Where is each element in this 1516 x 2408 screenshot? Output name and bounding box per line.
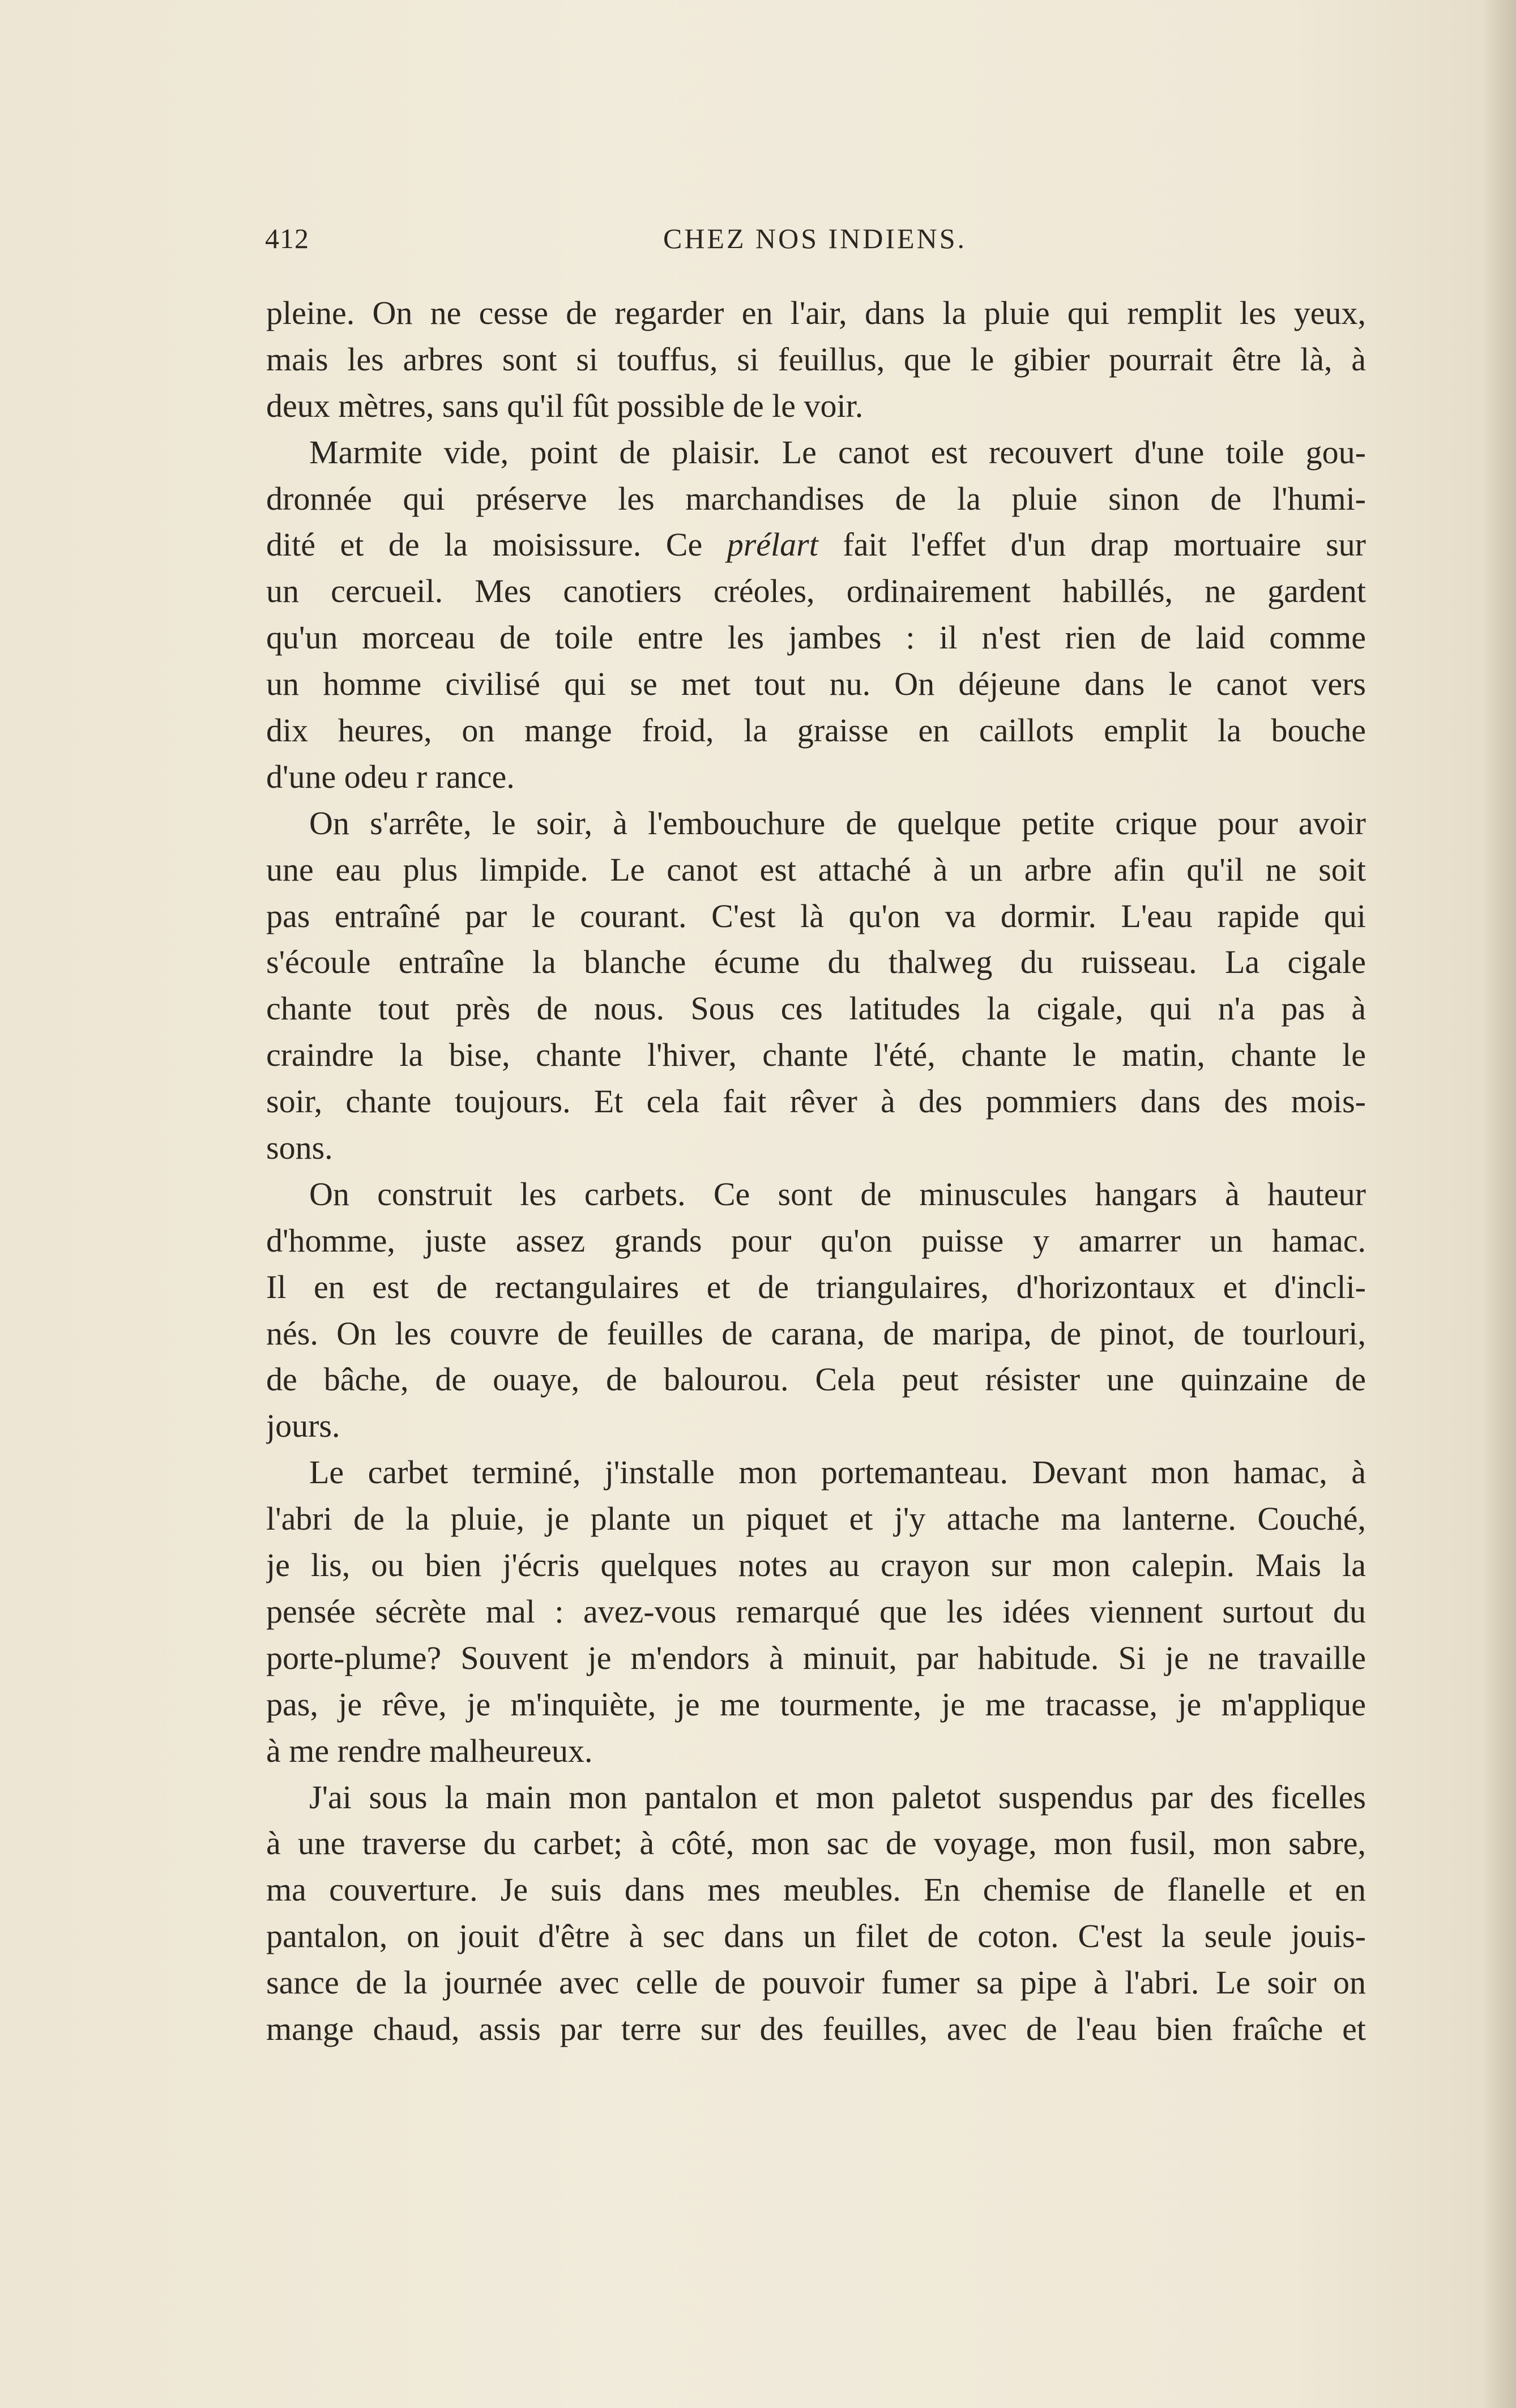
text-line: Le carbet terminé, j'installe mon portemanteau. Devant mon hamac, à <box>309 1454 1366 1491</box>
text-line: pleine. On ne cesse de regarder en l'air, dans la pluie qui remplit les yeux, <box>266 294 1366 331</box>
text-line: à une traverse du carbet; à côté, mon sac de voyage, mon fusil, mon sabre, <box>266 1825 1366 1862</box>
text-line: s'écoule entraîne la blanche écume du thalweg du ruisseau. La cigale <box>266 943 1366 981</box>
text-line: pensée sécrète mal : avez-vous remarqué que les idées viennent surtout du <box>266 1592 1366 1630</box>
text-line: je lis, ou bien j'écris quelques notes au crayon sur mon calepin. Mais la <box>266 1547 1366 1584</box>
page-number: 412 <box>265 223 309 254</box>
text-line: jours. <box>266 1407 340 1445</box>
text-line: ma couverture. Je suis dans mes meubles. En chemise de flanelle et en <box>266 1871 1366 1909</box>
text-line: d'une odeu r rance. <box>266 758 515 795</box>
text-line: pas, je rêve, je m'inquiète, je me tourmente, je me tracasse, je m'applique <box>266 1685 1366 1723</box>
italic-word: prélart <box>727 526 818 563</box>
text-line <box>266 522 1366 568</box>
text-line: mange chaud, assis par terre sur des feuilles, avec de l'eau bien fraîche et <box>266 2010 1366 2047</box>
text-line: l'abri de la pluie, je plante un piquet et j'y attache ma lanterne. Couché, <box>266 1500 1366 1538</box>
text-line: pantalon, on jouit d'être à sec dans un filet de coton. C'est la seule jouis- <box>266 1918 1366 1955</box>
text-line: mais les arbres sont si touffus, si feuillus, que le gibier pourrait être là, à <box>266 340 1366 378</box>
text-line: deux mètres, sans qu'il fût possible de le voir. <box>266 387 864 424</box>
text-line: un cercueil. Mes canotiers créoles, ordinairement habillés, ne gardent <box>266 573 1366 610</box>
running-title: CHEZ NOS INDIENS. <box>663 223 967 254</box>
text-line: soir, chante toujours. Et cela fait rêver à des pommiers dans des mois- <box>266 1083 1366 1120</box>
text-line: Il en est de rectangulaires et de triangulaires, d'horizontaux et d'incli- <box>266 1268 1366 1305</box>
text-line: à me rendre malheureux. <box>266 1732 593 1769</box>
text-segment: dité et de la moisissure. Ce <box>266 526 727 563</box>
running-head <box>265 222 1365 262</box>
text-line: dronnée qui préserve les marchandises de la pluie sinon de l'humi- <box>266 480 1366 517</box>
body-text <box>266 290 1366 2052</box>
text-line: craindre la bise, chante l'hiver, chante l'été, chante le matin, chante le <box>266 1036 1366 1074</box>
text-line: Marmite vide, point de plaisir. Le canot est recouvert d'une toile gou- <box>309 433 1366 471</box>
text-line: de bâche, de ouaye, de balourou. Cela peut résister une quinzaine de <box>266 1361 1366 1398</box>
text-line: nés. On les couvre de feuilles de carana, de maripa, de pinot, de tourlouri, <box>266 1314 1366 1352</box>
text-line: pas entraîné par le courant. C'est là qu'on va dormir. L'eau rapide qui <box>266 897 1366 934</box>
text-line: chante tout près de nous. Sous ces latitudes la cigale, qui n'a pas à <box>266 990 1366 1027</box>
text-line: sons. <box>266 1129 333 1167</box>
text-line: J'ai sous la main mon pantalon et mon paletot suspendus par des ficelles <box>309 1778 1366 1816</box>
text-line: d'homme, juste assez grands pour qu'on puisse y amarrer un hamac. <box>266 1222 1366 1259</box>
text-line: On construit les carbets. Ce sont de minuscules hangars à hauteur <box>309 1175 1366 1212</box>
text-line: dix heures, on mange froid, la graisse en caillots emplit la bouche <box>266 712 1366 749</box>
text-line: qu'un morceau de toile entre les jambes : il n'est rien de laid comme <box>266 619 1366 656</box>
text-line: un homme civilisé qui se met tout nu. On déjeune dans le canot vers <box>266 665 1366 703</box>
text-line: On s'arrête, le soir, à l'embouchure de quelque petite crique pour avoir <box>309 804 1366 842</box>
text-line: porte-plume? Souvent je m'endors à minuit, par habitude. Si je ne travaille <box>266 1639 1366 1676</box>
page-edge-shadow <box>1482 0 1516 2408</box>
text-line: sance de la journée avec celle de pouvoir fumer sa pipe à l'abri. Le soir on <box>266 1964 1366 2001</box>
text-segment: fait l'effet d'un drap mortuaire sur <box>818 526 1366 563</box>
text-line: une eau plus limpide. Le canot est attaché à un arbre afin qu'il ne soit <box>266 851 1366 888</box>
